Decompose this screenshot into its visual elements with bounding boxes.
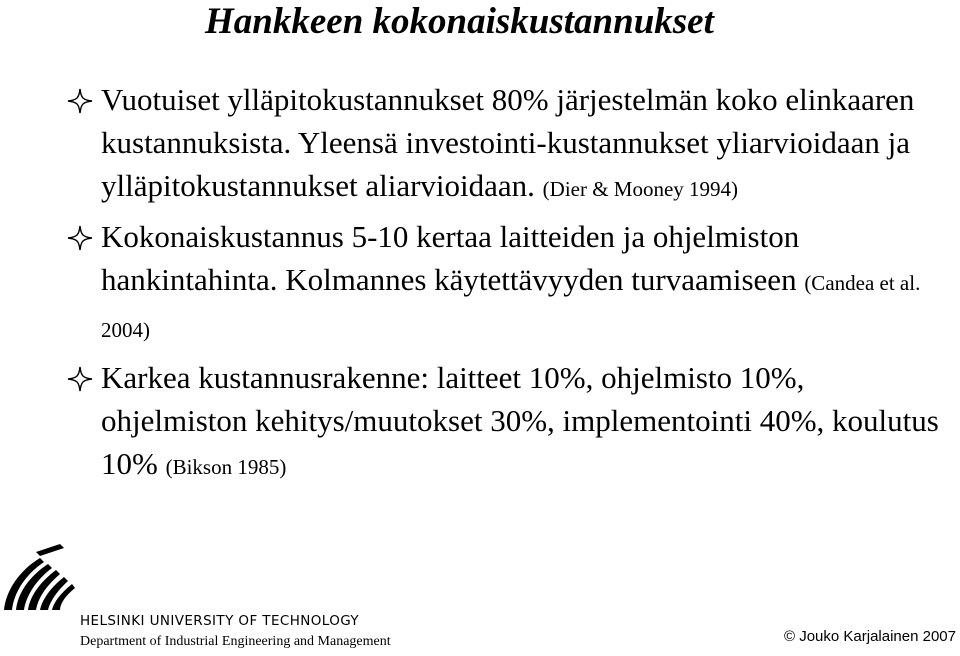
- bullet-text: Kokonaiskustannus 5-10 kertaa laitteiden ja ohjelmiston hankintahinta. Kolmannes käytettävyyden turvaamiseen: [101, 219, 800, 297]
- bullet-item: [0, 356, 951, 489]
- bullet-citation: (Dier & Mooney 1994): [542, 177, 739, 201]
- bullet-item: [0, 215, 951, 352]
- bullet-text: Vuotuiset ylläpitokustannukset 80% järjestelmän koko elinkaaren kustannuksista. Yleensä investointi-kustannukset yliarvioidaan ja ylläpitokustannukset aliarvioidaan.: [101, 82, 915, 203]
- copyright-notice: © Jouko Karjalainen 2007: [783, 628, 956, 645]
- star-bullet-icon: [67, 88, 93, 114]
- star-bullet-icon: [67, 225, 93, 251]
- department-name: Department of Industrial Engineering and Management: [80, 634, 391, 649]
- bullet-item: [0, 78, 951, 211]
- star-bullet-icon: [67, 366, 93, 392]
- bullet-list: [0, 78, 960, 493]
- bullet-citation: (Bikson 1985): [165, 455, 287, 479]
- slide-title: Hankkeen kokonaiskustannukset: [205, 1, 714, 42]
- hut-logo-icon: [0, 540, 80, 610]
- bullet-text: Karkea kustannusrakenne: laitteet 10%, ohjelmisto 10%, ohjelmiston kehitys/muutokset 30%, implementointi 40%, koulutus 10%: [101, 360, 939, 481]
- bullet-citation: (Candea et al. 2004): [101, 271, 921, 342]
- university-name: HELSINKI UNIVERSITY OF TECHNOLOGY: [80, 613, 360, 629]
